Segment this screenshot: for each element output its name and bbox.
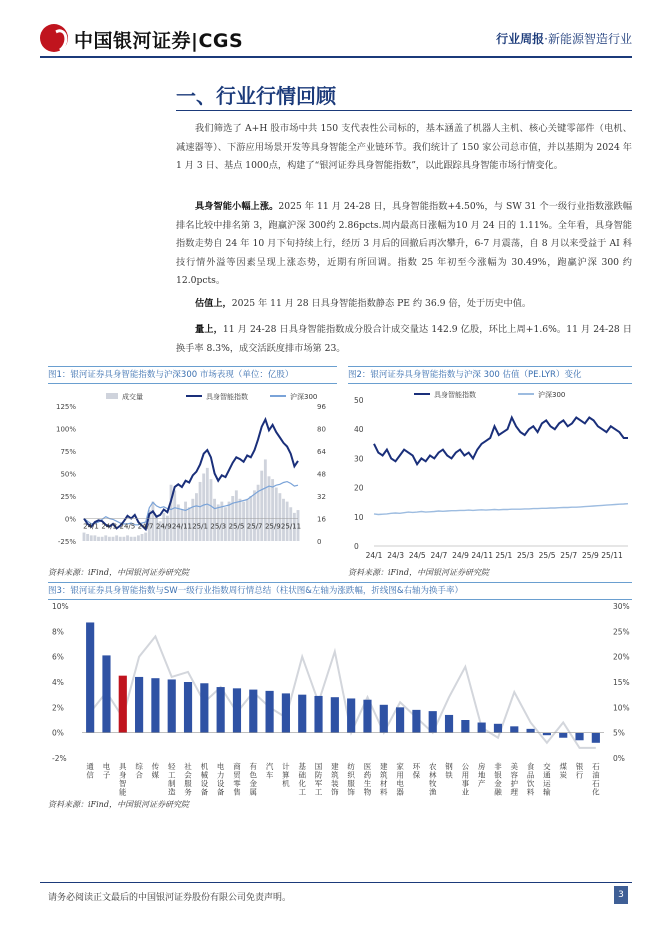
change-bar <box>380 705 388 733</box>
category-label: 家用电器 <box>396 762 404 796</box>
figure3-chart <box>48 600 632 796</box>
change-bar <box>592 733 600 743</box>
category-label: 建筑材料 <box>380 762 388 796</box>
change-bar <box>151 678 159 732</box>
x-tick-label: 24/3 <box>101 522 118 531</box>
category-label: 国防军工 <box>314 762 323 796</box>
logo-text: 中国银河证券|CGS <box>74 30 244 52</box>
industry-name: ·新能源智造行业 <box>544 32 632 46</box>
category-label: 社会服务 <box>184 762 192 796</box>
legend-label: 具身智能指数 <box>434 391 476 399</box>
volume-bar <box>93 535 96 541</box>
y-right-tick-label: 25% <box>613 627 630 637</box>
x-tick-label: 24/1 <box>365 551 383 560</box>
x-tick-label: 25/3 <box>210 522 227 531</box>
volume-bar <box>144 533 147 541</box>
category-label: 房地产 <box>477 762 486 788</box>
volume-bar <box>184 502 187 541</box>
category-label: 建筑装饰 <box>331 762 339 796</box>
series-line-embodied-ai <box>374 418 628 465</box>
category-label: 环保 <box>412 762 421 780</box>
change-bar <box>510 726 518 732</box>
section-title: 一、行业行情回顾 <box>176 84 336 108</box>
y-left-tick-label: 50% <box>60 470 76 479</box>
x-tick-label: 24/5 <box>119 522 136 531</box>
category-label: 综合 <box>135 762 143 780</box>
category-label: 石油石化 <box>592 762 600 796</box>
legend-label: 具身智能指数 <box>206 393 248 401</box>
figure2-source: 资料来源：iFind，中国银河证券研究院 <box>348 568 489 577</box>
category-label: 传媒 <box>151 762 160 780</box>
category-label: 银行 <box>575 762 584 780</box>
volume-bar <box>151 502 154 541</box>
category-label: 交通运输 <box>543 762 551 796</box>
paragraph-performance <box>176 198 632 291</box>
change-bar <box>347 698 355 732</box>
volume-bar <box>173 490 176 541</box>
y-left-tick-label: -25% <box>57 538 76 546</box>
volume-bar <box>242 502 245 541</box>
volume-bar <box>112 537 115 541</box>
volume-bar <box>278 493 281 541</box>
category-label: 公用事业 <box>461 762 470 796</box>
volume-bar <box>130 537 133 541</box>
category-label: 食品饮料 <box>526 762 535 796</box>
category-label: 非银金融 <box>494 762 502 796</box>
volume-bar <box>235 490 238 541</box>
y-left-tick-label: 6% <box>52 652 64 662</box>
change-bar <box>282 693 290 732</box>
volume-bar <box>101 537 104 541</box>
change-bar <box>168 679 176 732</box>
footer-disclaimer: 请务必阅读正文最后的中国银河证券股份有限公司免责声明。 <box>48 893 292 903</box>
volume-bar <box>119 537 122 541</box>
x-tick-label: 24/7 <box>137 522 154 531</box>
volume-bar <box>137 535 140 541</box>
change-bar <box>200 683 208 732</box>
x-tick-label: 24/9 <box>452 551 469 560</box>
y-left-tick-label: 100% <box>55 425 76 434</box>
y-left-tick-label: 2% <box>52 703 64 713</box>
change-bar <box>396 707 404 732</box>
volume-bar <box>122 537 125 541</box>
x-tick-label: 25/1 <box>192 522 208 531</box>
volume-bar <box>246 499 249 541</box>
volume-bar <box>115 535 118 541</box>
change-bar <box>233 688 241 732</box>
figure1-title: 图1：银河证券具身智能指数与沪深300 市场表现（单位：亿股） <box>48 366 337 384</box>
category-label: 轻工制造 <box>167 762 176 796</box>
y-tick-label: 50 <box>354 396 364 405</box>
category-label: 钢铁 <box>445 762 453 780</box>
figure2-title: 图2：银河证券具身智能指数与沪深 300 估值（PE.LYR）变化 <box>348 366 632 384</box>
volume-bar <box>133 537 136 541</box>
x-tick-label: 25/9 <box>264 522 281 531</box>
section-divider <box>176 110 632 111</box>
change-bar <box>478 723 486 733</box>
volume-bar <box>141 534 144 541</box>
category-label: 电子 <box>102 762 111 780</box>
y-left-tick-label: 0% <box>52 728 64 738</box>
y-right-tick-label: 20% <box>613 652 630 662</box>
figure1-chart <box>48 386 337 564</box>
volume-bar <box>108 537 111 541</box>
change-bar <box>429 711 437 733</box>
x-tick-label: 25/5 <box>538 551 556 560</box>
change-bar <box>494 724 502 733</box>
x-tick-label: 24/11 <box>471 551 493 560</box>
header-divider <box>40 56 632 58</box>
change-bar <box>102 655 110 732</box>
valuation-lead: 估值上， <box>195 298 232 309</box>
y-right-tick-label: 10% <box>613 703 630 713</box>
category-label: 商贸零售 <box>233 762 241 796</box>
change-bar <box>461 720 469 733</box>
category-label: 美容护理 <box>510 762 519 796</box>
volume-bar <box>271 479 274 541</box>
x-tick-label: 25/3 <box>517 551 534 560</box>
y-left-tick-label: 75% <box>60 448 76 456</box>
volume-bar <box>286 502 289 541</box>
volume-bar <box>191 499 194 541</box>
volume-bar <box>97 537 100 541</box>
y-left-tick-label: 4% <box>52 678 64 687</box>
x-tick-label: 24/5 <box>408 551 426 560</box>
y-tick-label: 0 <box>354 542 359 551</box>
series-line-hs300 <box>374 504 628 515</box>
x-tick-label: 24/3 <box>387 551 405 560</box>
x-tick-label: 25/5 <box>228 522 245 531</box>
x-tick-label: 25/7 <box>560 551 578 560</box>
report-type: 行业周报 <box>496 32 545 46</box>
category-label: 有色金属 <box>249 762 258 796</box>
y-left-tick-label: 8% <box>52 627 64 637</box>
volume-bar <box>213 499 216 541</box>
y-right-tick-label: 64 <box>317 448 326 456</box>
category-label: 电力设备 <box>216 762 225 796</box>
y-tick-label: 20 <box>354 483 364 493</box>
y-tick-label: 40 <box>354 425 364 435</box>
category-label: 具身智能 <box>119 762 127 796</box>
category-label: 煤炭 <box>559 762 567 780</box>
change-bar <box>266 691 274 733</box>
change-bar <box>249 690 257 733</box>
footer-divider <box>40 882 632 883</box>
change-bar <box>363 700 371 733</box>
figure1-source: 资料来源：iFind，中国银河证券研究院 <box>48 568 189 577</box>
volume-bar <box>90 535 93 541</box>
category-label: 计算机 <box>282 762 290 788</box>
figure3-title: 图3：银河证券具身智能指数与SW一级行业指数周行情总结（柱状图&左轴为涨跌幅，折线图&右轴为换手率） <box>48 582 632 600</box>
change-bar <box>445 715 453 733</box>
change-bar <box>543 733 551 736</box>
y-right-tick-label: 16 <box>317 515 326 524</box>
change-bar <box>559 733 567 738</box>
volume-bar <box>275 488 278 541</box>
volume-bar <box>126 535 129 541</box>
volume-bar <box>228 502 231 541</box>
volume-bar <box>253 490 256 541</box>
change-bar <box>184 682 192 733</box>
volume-bar <box>282 499 285 541</box>
volume-bar <box>195 493 198 541</box>
category-label: 汽车 <box>265 762 274 780</box>
change-bar <box>119 676 127 733</box>
valuation-body: 2025 年 11 月 28 日具身智能指数静态 PE 约 36.9 倍，处于历史中值。 <box>231 298 532 309</box>
change-bar <box>298 695 306 733</box>
y-right-tick-label: 15% <box>613 678 630 687</box>
performance-body: 2025 年 11 月 24-28 日，具身智能指数+4.50%，与 SW 31 个一级行业指数涨跌幅排名比较中排名第 3，跑赢沪深 300约 2.86pcts.周内最高日涨幅为10 月 24 日的 1.11%。全年看，具身智能指数走势自 24 年 10 月下旬持续上行，经历 3 月后的回撤后再次攀升，6-7 月震荡，自 8 月以来受益于 AI 科技行情外溢等因素呈现上涨态势，近期有所回调。指数 25 年初至今涨幅为 30.49%，跑赢沪深 300 约 12.0pcts。 <box>176 201 633 286</box>
y-right-tick-label: 0 <box>317 538 322 546</box>
x-tick-label: 25/9 <box>581 551 599 560</box>
x-tick-label: 25/1 <box>495 551 513 560</box>
x-tick-label: 24/1 <box>83 522 99 531</box>
y-left-tick-label: -2% <box>52 754 67 763</box>
volume-bar <box>86 534 89 541</box>
x-tick-label: 25/11 <box>280 522 302 531</box>
turnover-rate-line <box>90 636 596 748</box>
change-bar <box>575 733 583 741</box>
volume-bar <box>239 499 242 541</box>
category-label: 基础化工 <box>298 762 306 796</box>
change-bar <box>135 677 143 733</box>
category-label: 医药生物 <box>363 762 372 796</box>
y-right-tick-label: 0% <box>613 754 625 763</box>
legend-label: 沪深300 <box>290 393 318 401</box>
x-tick-label: 24/11 <box>171 522 193 531</box>
y-left-tick-label: 125% <box>55 403 76 411</box>
change-bar <box>412 710 420 733</box>
legend-swatch-volume <box>106 393 118 399</box>
page-number: 3 <box>614 886 628 904</box>
report-header <box>496 30 632 47</box>
change-bar <box>314 696 322 733</box>
y-right-tick-label: 96 <box>317 403 326 411</box>
y-tick-label: 30 <box>354 454 364 464</box>
y-right-tick-label: 30% <box>613 602 630 611</box>
figure2-chart <box>348 386 632 564</box>
legend-label: 成交量 <box>122 393 143 401</box>
category-label: 通信 <box>86 762 94 780</box>
y-left-tick-label: 10% <box>52 602 69 611</box>
volume-bar <box>210 479 213 541</box>
volume-bar <box>104 535 107 541</box>
volume-body: 11 月 24-28 日具身智能指数成分股合计成交量达 142.9 亿股，环比上周+1.6%。11 月 24-28 日换手率 8.3%，成交活跃度排市场第 23。 <box>176 324 632 354</box>
x-tick-label: 25/11 <box>601 551 623 560</box>
x-tick-label: 24/9 <box>155 522 172 531</box>
y-right-tick-label: 5% <box>613 728 625 738</box>
performance-lead: 具身智能小幅上涨。 <box>195 201 279 212</box>
category-label: 机械设备 <box>200 762 209 796</box>
category-label: 农林牧渔 <box>428 762 437 796</box>
paragraph-valuation <box>176 295 632 314</box>
paragraph-index-intro: 我们筛选了 A+H 股市场中共 150 支代表性公司标的，基本涵盖了机器人主机、核心关键零部件（电机、减速器等）、下游应用场景开发等具身智能全产业链环节。我们统计了 150 家公司总市值，并以基期为 2024 年 1 月 3 日、基点 1000点，构建了“银河证券具身智能指数”，以此跟踪具身智能市场行情变化。 <box>176 123 632 171</box>
x-tick-label: 24/7 <box>430 551 448 560</box>
y-right-tick-label: 48 <box>317 470 326 479</box>
legend-label: 沪深300 <box>538 391 566 399</box>
figure3-source: 资料来源：iFind，中国银河证券研究院 <box>48 800 189 809</box>
volume-bar <box>257 485 260 541</box>
paragraph-volume <box>176 321 632 358</box>
volume-bar <box>83 533 86 541</box>
y-left-tick-label: 0% <box>64 515 76 524</box>
y-tick-label: 10 <box>354 512 364 522</box>
y-right-tick-label: 32 <box>317 493 326 501</box>
cgs-logo-icon <box>40 24 68 52</box>
x-tick-label: 25/7 <box>246 522 263 531</box>
y-right-tick-label: 80 <box>317 425 326 434</box>
category-label: 纺织服饰 <box>347 762 355 796</box>
change-bar <box>331 697 339 732</box>
y-left-tick-label: 25% <box>60 493 76 501</box>
change-bar <box>86 622 94 732</box>
volume-bar <box>199 482 202 541</box>
change-bar <box>527 729 535 733</box>
change-bar <box>217 687 225 733</box>
volume-bar <box>202 474 205 542</box>
volume-lead: 量上， <box>195 324 223 335</box>
